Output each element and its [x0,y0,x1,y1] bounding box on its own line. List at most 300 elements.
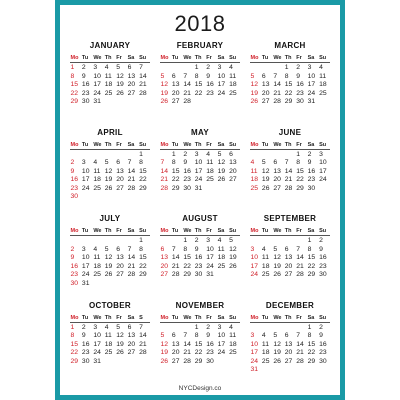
day-number: 24 [81,271,90,278]
day-grid [250,64,330,107]
weekday-label: Mo [70,228,79,234]
day-number: 15 [183,254,191,261]
day-number: 10 [250,254,259,261]
day-number: 2 [70,159,75,166]
day-number: 24 [250,271,259,278]
day-number: 15 [194,340,203,348]
day-grid [250,237,330,280]
weekday-label: Tu [261,314,269,321]
day-number: 7 [139,323,143,331]
day-number: 10 [81,254,90,261]
day-number: 6 [127,323,132,331]
day-number: 5 [104,159,109,166]
empty-day-cell [261,324,272,333]
weekday-label: Su [139,228,147,234]
weekday-label: Th [194,314,202,321]
day-number: 8 [139,245,143,253]
day-number: 21 [273,89,281,97]
day-number: 2 [70,245,75,253]
day-number: 8 [194,72,199,80]
day-number: 1 [194,64,199,71]
day-number: 16 [319,340,327,348]
day-number: 29 [307,271,316,278]
day-number: 23 [307,176,316,183]
day-number: 12 [116,332,124,339]
day-number: 28 [183,357,191,365]
empty-day-cell [296,237,307,246]
day-number: 17 [206,254,214,261]
weekday-label: Tu [81,314,89,321]
weekday-label: Sa [217,141,225,148]
day-number: 4 [104,64,109,71]
day-number: 30 [319,357,327,365]
day-number: 25 [319,89,327,97]
day-number: 9 [70,254,75,261]
day-number: 13 [127,72,136,80]
day-number: 30 [183,184,191,192]
weekday-label: We [93,314,102,321]
day-number: 18 [104,340,113,348]
weekday-label: Mo [250,228,259,234]
day-number: 7 [296,332,300,339]
weekday-label: Mo [70,55,79,61]
day-grid [160,237,240,280]
day-number: 2 [319,237,323,244]
day-number: 30 [194,271,203,278]
weekday-label: Th [284,228,292,234]
day-number: 20 [160,262,169,270]
day-number: 24 [206,262,214,270]
day-number: 16 [70,176,79,183]
day-number: 1 [139,150,143,158]
weekday-header [70,315,150,323]
day-number: 28 [296,271,304,278]
day-number: 25 [104,349,113,356]
weekday-label: Fr [116,228,122,234]
day-number: 1 [284,64,289,71]
weekday-header [250,315,330,323]
weekday-label: Mo [250,55,259,61]
day-number: 1 [139,237,143,244]
day-number: 8 [307,245,312,253]
day-number: 31 [250,366,259,373]
empty-day-cell [93,237,104,246]
day-number: 25 [104,89,113,97]
day-number: 24 [319,176,327,183]
day-number: 18 [250,176,259,183]
day-number: 27 [284,271,293,278]
weekday-label: Sa [127,228,135,234]
weekday-label: Su [319,55,327,61]
day-number: 1 [171,150,176,158]
day-number: 22 [194,89,203,97]
weekday-label: We [273,228,282,234]
day-number: 11 [93,254,101,261]
day-number: 23 [206,89,214,97]
day-number: 7 [183,332,188,339]
day-number: 2 [319,323,323,331]
day-number: 20 [284,262,293,270]
day-number: 17 [81,176,90,183]
day-number: 16 [81,340,90,348]
day-number: 16 [194,254,203,261]
empty-day-cell [160,64,171,73]
day-number: 19 [160,89,169,97]
day-number: 2 [81,64,86,71]
day-number: 17 [194,167,203,175]
weekday-label: Th [194,141,202,148]
day-number: 11 [250,167,258,175]
day-number: 4 [261,332,266,339]
day-number: 19 [217,167,226,175]
day-number: 26 [273,357,281,365]
day-number: 24 [307,89,316,97]
day-number: 24 [217,349,226,356]
weekday-label: We [183,141,192,148]
day-number: 11 [206,159,214,166]
weekday-label: Mo [160,314,169,321]
day-number: 18 [261,262,270,270]
day-number: 5 [116,64,120,71]
day-number: 18 [229,81,237,88]
day-number: 3 [250,245,255,253]
month-october [70,301,150,388]
day-number: 29 [307,357,316,365]
day-number: 21 [284,176,293,183]
day-number: 25 [261,357,270,365]
weekday-label: We [183,55,192,61]
day-number: 6 [273,159,278,166]
day-number: 22 [284,89,293,97]
day-number: 1 [307,323,312,331]
day-number: 9 [81,332,86,339]
day-number: 12 [217,159,226,166]
weekday-label: Su [229,55,237,61]
weekday-label: Tu [261,141,269,148]
day-number: 26 [261,184,270,192]
day-number: 19 [273,349,281,356]
day-number: 20 [261,89,270,97]
day-number: 23 [70,271,79,278]
day-number: 13 [229,159,237,166]
empty-day-cell [160,151,171,160]
day-number: 9 [81,72,86,80]
day-number: 23 [206,349,214,356]
day-number: 8 [183,245,188,253]
day-number: 5 [104,245,109,253]
month-june [250,128,330,215]
day-number: 21 [139,81,147,88]
day-number: 21 [183,349,191,356]
weekday-label: Sa [127,314,135,321]
empty-day-cell [160,237,171,246]
day-number: 3 [194,150,199,158]
day-number: 20 [171,89,180,97]
weekday-label: Th [104,314,112,321]
day-number: 12 [261,167,270,175]
day-number: 11 [319,72,327,80]
day-number: 19 [250,89,259,97]
weekday-header [250,142,330,150]
day-number: 17 [93,81,101,88]
day-number: 5 [160,332,165,339]
weekday-header [160,315,240,323]
day-number: 15 [139,254,147,261]
day-number: 13 [261,81,270,88]
day-number: 30 [296,98,304,105]
day-number: 17 [217,340,226,348]
day-number: 14 [183,81,191,88]
day-number: 30 [81,98,90,105]
day-number: 29 [70,357,79,365]
weekday-label: Mo [70,141,79,148]
day-number: 28 [127,271,136,278]
day-number: 22 [171,176,180,183]
day-number: 27 [171,357,180,365]
day-number: 13 [127,332,136,339]
day-number: 18 [93,176,101,183]
day-number: 24 [93,89,101,97]
weekday-header [70,142,150,150]
day-number: 25 [93,184,101,192]
empty-day-cell [273,151,284,160]
day-number: 31 [93,98,101,105]
day-number: 7 [127,245,132,253]
weekday-label: Mo [160,141,169,148]
empty-day-cell [104,151,115,160]
day-number: 21 [296,262,304,270]
empty-day-cell [284,237,295,246]
weekday-label: Tu [81,228,89,234]
day-number: 23 [70,184,79,192]
month-september [250,214,330,301]
weekday-label: Sa [307,141,315,148]
day-number: 12 [273,254,281,261]
weekday-label: Tu [81,141,89,148]
day-number: 14 [296,340,304,348]
weekday-label: Fr [206,314,212,321]
day-number: 5 [116,323,120,331]
weekday-header [250,228,330,236]
day-number: 2 [194,237,199,244]
day-number: 28 [284,184,293,192]
day-number: 22 [296,176,304,183]
day-number: 28 [139,349,147,356]
weekday-header [70,55,150,63]
day-number: 11 [93,167,101,175]
day-number: 18 [104,81,113,88]
day-number: 7 [139,64,143,71]
weekday-label: Th [284,141,292,148]
day-number: 6 [160,245,165,253]
day-number: 6 [116,245,120,253]
day-number: 15 [70,340,79,348]
day-number: 30 [307,184,316,192]
month-february [160,41,240,128]
day-number: 26 [273,271,281,278]
day-number: 27 [116,184,124,192]
day-grid [160,324,240,367]
day-number: 29 [139,184,147,192]
day-number: 14 [139,72,147,80]
day-number: 4 [261,245,266,253]
day-number: 30 [81,357,90,365]
day-number: 25 [217,262,226,270]
day-number: 19 [273,262,281,270]
day-number: 27 [171,98,180,105]
day-number: 12 [104,167,113,175]
day-number: 14 [273,81,281,88]
empty-day-cell [116,237,127,246]
day-number: 14 [171,254,180,261]
day-number: 17 [217,81,226,88]
day-number: 5 [261,159,266,166]
day-number: 5 [160,72,165,80]
day-number: 18 [319,81,327,88]
empty-day-cell [261,64,272,73]
weekday-label: We [93,228,102,234]
weekday-label: Sa [217,228,225,234]
day-number: 23 [319,349,327,356]
day-number: 13 [171,81,180,88]
empty-day-cell [273,64,284,73]
month-august [160,214,240,301]
day-number: 18 [93,262,101,270]
day-number: 1 [194,323,199,331]
day-number: 11 [261,340,269,348]
month-april [70,128,150,215]
day-number: 4 [93,245,98,253]
day-number: 4 [206,150,210,158]
day-number: 21 [296,349,304,356]
empty-day-cell [70,237,81,246]
day-number: 15 [307,254,316,261]
empty-day-cell [127,151,138,160]
day-number: 9 [307,159,312,166]
day-number: 5 [229,237,233,244]
day-number: 19 [104,176,113,183]
day-number: 6 [171,72,176,80]
weekday-label: Su [319,228,327,234]
day-number: 21 [171,262,180,270]
day-number: 9 [319,245,323,253]
day-number: 16 [206,340,214,348]
day-number: 15 [171,167,180,175]
day-number: 11 [104,332,112,339]
day-number: 14 [127,167,136,175]
day-number: 25 [250,184,259,192]
weekday-label: Th [284,55,292,61]
empty-day-cell [261,237,272,246]
day-number: 13 [116,167,124,175]
day-number: 22 [70,349,79,356]
day-number: 9 [183,159,188,166]
day-number: 29 [296,184,304,192]
weekday-label: Su [319,141,327,148]
day-number: 15 [284,81,293,88]
weekday-header [70,228,150,236]
day-number: 3 [319,150,323,158]
empty-day-cell [81,151,92,160]
day-number: 15 [307,340,316,348]
day-number: 6 [171,332,176,339]
weekday-label: Sa [307,228,315,234]
month-november [160,301,240,388]
day-number: 10 [307,72,316,80]
day-number: 12 [104,254,113,261]
day-number: 19 [160,349,169,356]
day-number: 26 [116,349,124,356]
day-number: 10 [217,332,226,339]
day-number: 4 [93,159,98,166]
weekday-label: Mo [250,141,259,148]
day-number: 8 [194,332,199,339]
day-number: 17 [250,349,259,356]
empty-day-cell [171,237,182,246]
day-number: 4 [217,237,222,244]
weekday-label: We [183,228,192,234]
day-number: 5 [217,150,222,158]
day-number: 15 [139,167,147,175]
day-number: 8 [70,72,75,80]
day-number: 4 [104,323,109,331]
weekday-label: Mo [160,228,169,234]
weekday-label: Fr [296,141,302,148]
day-number: 8 [171,159,176,166]
empty-day-cell [171,64,182,73]
empty-day-cell [81,237,92,246]
day-number: 28 [273,98,281,105]
day-number: 13 [273,167,281,175]
weekday-label: Tu [171,141,179,148]
day-number: 31 [307,98,316,105]
weekday-label: Mo [160,55,169,61]
month-name: JULY [99,214,121,223]
day-number: 16 [183,167,191,175]
day-number: 7 [296,245,300,253]
weekday-label: We [273,141,282,148]
weekday-label: Th [104,141,112,148]
empty-day-cell [250,151,261,160]
day-number: 19 [229,254,237,261]
day-number: 8 [307,332,312,339]
footer-credit: NYCDesign.co [178,385,222,392]
day-number: 13 [171,340,180,348]
empty-day-cell [183,64,194,73]
day-number: 16 [81,81,90,88]
weekday-label: Sa [127,55,135,61]
day-number: 16 [70,262,79,270]
empty-day-cell [250,324,261,333]
weekday-label: Tu [171,228,179,234]
day-number: 10 [93,72,101,80]
weekday-label: Sa [307,314,315,321]
weekday-label: Th [104,228,112,234]
day-number: 29 [183,271,191,278]
day-number: 19 [116,81,124,88]
day-number: 9 [206,72,210,80]
empty-day-cell [93,151,104,160]
day-number: 21 [127,176,136,183]
day-number: 24 [250,357,259,365]
day-grid [160,151,240,194]
day-number: 27 [284,357,293,365]
weekday-label: Sa [127,141,135,148]
day-number: 7 [183,72,188,80]
weekday-label: Fr [206,141,212,148]
weekday-label: Mo [250,314,259,321]
day-number: 6 [116,159,120,166]
